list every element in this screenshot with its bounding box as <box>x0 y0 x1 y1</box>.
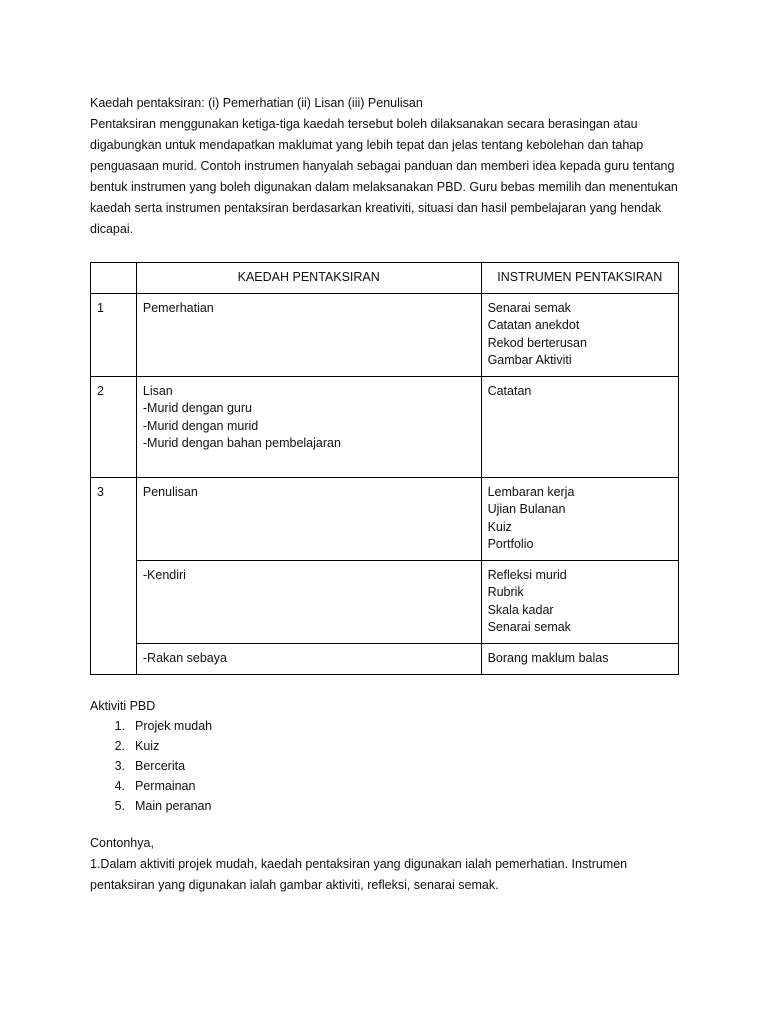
instrumen-line: Lembaran kerja <box>487 484 575 499</box>
kaedah-line: -Murid dengan bahan pembelajaran <box>142 436 341 450</box>
table-row <box>91 560 679 643</box>
intro-heading: Kaedah pentaksiran: (i) Pemerhatian (ii) Lisan (iii) Penulisan <box>90 96 423 110</box>
row-number: 2 <box>91 376 137 477</box>
instrumen-line: Ujian Bulanan <box>487 502 566 516</box>
list-label: Kuiz <box>135 739 160 753</box>
kaedah-cell <box>136 376 481 477</box>
row-number: 1 <box>91 293 137 376</box>
instrumen-cell <box>481 560 678 643</box>
aktiviti-heading: Aktiviti PBD <box>90 699 156 713</box>
table-header-row <box>91 263 679 294</box>
list-number: 3. <box>114 759 125 773</box>
list-label: Bercerita <box>135 759 186 773</box>
kaedah-line: -Rakan sebaya <box>142 650 227 665</box>
kaedah-cell <box>136 560 481 643</box>
table-row <box>91 643 679 674</box>
kaedah-cell <box>136 293 481 376</box>
instrumen-line: Gambar Aktiviti <box>487 353 572 367</box>
kaedah-line: -Murid dengan murid <box>142 418 259 433</box>
kaedah-line: Penulisan <box>142 484 198 499</box>
list-label: Main peranan <box>135 799 212 813</box>
instrumen-line: Catatan anekdot <box>487 318 580 332</box>
instrumen-cell <box>481 376 678 477</box>
list-item <box>90 736 680 756</box>
header-number <box>91 263 137 294</box>
list-number: 5. <box>114 799 125 813</box>
instrumen-line: Borang maklum balas <box>487 650 609 665</box>
row-number: 3 <box>91 477 137 674</box>
table-row <box>91 293 679 376</box>
list-number: 2. <box>114 739 125 753</box>
kaedah-cell <box>136 477 481 560</box>
instrumen-line: Kuiz <box>487 519 512 534</box>
list-item <box>90 716 680 736</box>
instrumen-line: Refleksi murid <box>487 567 567 582</box>
kaedah-line: -Kendiri <box>142 567 186 582</box>
list-label: Permainan <box>135 779 196 793</box>
aktiviti-section <box>90 696 680 816</box>
list-item <box>90 796 680 816</box>
kaedah-cell <box>136 643 481 674</box>
assessment-table <box>90 262 679 675</box>
table-row <box>91 477 679 560</box>
instrumen-cell <box>481 293 678 376</box>
list-label: Projek mudah <box>135 719 213 733</box>
aktiviti-list <box>90 716 680 816</box>
list-number: 1. <box>114 719 125 733</box>
instrumen-line: Catatan <box>487 383 532 398</box>
instrumen-line: Skala kadar <box>487 602 554 617</box>
kaedah-line: Pemerhatian <box>142 300 214 315</box>
instrumen-line: Rekod berterusan <box>487 335 587 350</box>
instrumen-cell <box>481 643 678 674</box>
header-instrumen: INSTRUMEN PENTAKSIRAN <box>481 263 678 294</box>
list-number: 4. <box>114 779 125 793</box>
header-kaedah: KAEDAH PENTAKSIRAN <box>136 263 481 294</box>
instrumen-line: Senarai semak <box>487 620 571 634</box>
kaedah-line: Lisan <box>142 383 173 398</box>
instrumen-line: Rubrik <box>487 585 524 599</box>
contoh-heading: Contonhya, <box>90 836 154 850</box>
list-item <box>90 756 680 776</box>
table-row <box>91 376 679 477</box>
intro-section <box>90 93 680 240</box>
intro-paragraph: Pentaksiran menggunakan ketiga-tiga kaedah tersebut boleh dilaksanakan secara berasingan atau digabungkan untuk mendapatkan maklumat yang lebih tepat dan jelas tentang kebolehan dan tahap penguasaan murid. Contoh instrumen hanyalah sebagai panduan dan memberi idea kepada guru tentang bentuk instrumen yang boleh digunakan dalam melaksanakan PBD. Guru bebas memilih dan menentukan kaedah serta instrumen pentaksiran berdasarkan kreativiti, situasi dan hasil pembelajaran yang hendak dicapai. <box>90 117 678 236</box>
instrumen-line: Senarai semak <box>487 300 571 315</box>
contoh-section <box>90 833 680 896</box>
kaedah-line: -Murid dengan guru <box>142 401 252 415</box>
instrumen-cell <box>481 477 678 560</box>
list-item <box>90 776 680 796</box>
contoh-text: 1.Dalam aktiviti projek mudah, kaedah pentaksiran yang digunakan ialah pemerhatian. Instrumen pentaksiran yang digunakan ialah gambar aktiviti, refleksi, senarai semak. <box>90 857 628 892</box>
instrumen-line: Portfolio <box>487 537 534 551</box>
